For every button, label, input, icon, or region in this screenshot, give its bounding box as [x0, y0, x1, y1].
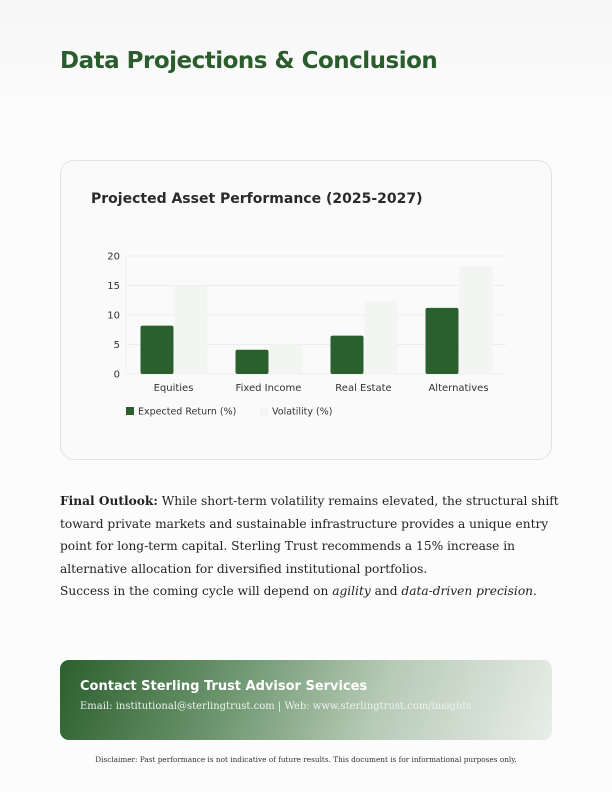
- outlook-text: While short-term volatility remains elevated, the structural shift toward private markets and sustainable infrastructure provides a unique entry point for long-term capital. Sterling Trust recommends a 15% increase in alternative allocation for diversified institutional portfolios.: [60, 494, 559, 576]
- bar-expected-return: [426, 308, 459, 374]
- bar-volatility: [460, 266, 493, 374]
- outlook-label: Final Outlook:: [60, 494, 158, 508]
- outlook-line2-end: .: [533, 584, 537, 598]
- legend-swatch: [260, 407, 268, 415]
- bar-volatility: [270, 345, 303, 375]
- bar-expected-return: [236, 350, 269, 374]
- legend-label: Expected Return (%): [138, 406, 237, 418]
- bar-chart: [61, 161, 553, 461]
- outlook-line2: Success in the coming cycle will depend on: [60, 584, 333, 598]
- bar-volatility: [175, 286, 208, 375]
- emphasis-agility: agility: [332, 584, 371, 598]
- outlook-line2-joiner: and: [370, 584, 402, 598]
- page-title: Data Projections & Conclusion: [60, 48, 438, 74]
- contact-banner: [60, 660, 552, 740]
- x-tick-label: Fixed Income: [235, 383, 302, 394]
- chart-title: Projected Asset Performance (2025-2027): [91, 191, 423, 207]
- legend-swatch: [126, 407, 134, 415]
- disclaimer: Disclaimer: Past performance is not indicative of future results. This document is for informational purposes only.: [95, 755, 517, 764]
- y-tick-label: 5: [113, 340, 120, 351]
- legend-label: Volatility (%): [272, 406, 333, 418]
- contact-title: Contact Sterling Trust Advisor Services: [80, 679, 368, 694]
- contact-details: Email: institutional@sterlingtrust.com | Web: www.sterlingtrust.com/insights: [80, 701, 472, 712]
- x-tick-label: Real Estate: [335, 383, 392, 394]
- bar-expected-return: [331, 336, 364, 374]
- x-tick-label: Alternatives: [428, 383, 489, 394]
- bar-expected-return: [141, 326, 174, 374]
- y-tick-label: 0: [113, 369, 120, 381]
- final-outlook: [60, 490, 560, 603]
- emphasis-precision: data-driven precision: [401, 584, 534, 598]
- y-tick-label: 10: [107, 310, 120, 322]
- bar-volatility: [365, 301, 398, 374]
- y-tick-label: 15: [107, 281, 120, 292]
- y-tick-label: 20: [107, 251, 120, 263]
- x-tick-label: Equities: [153, 383, 194, 394]
- chart-card: [60, 160, 552, 460]
